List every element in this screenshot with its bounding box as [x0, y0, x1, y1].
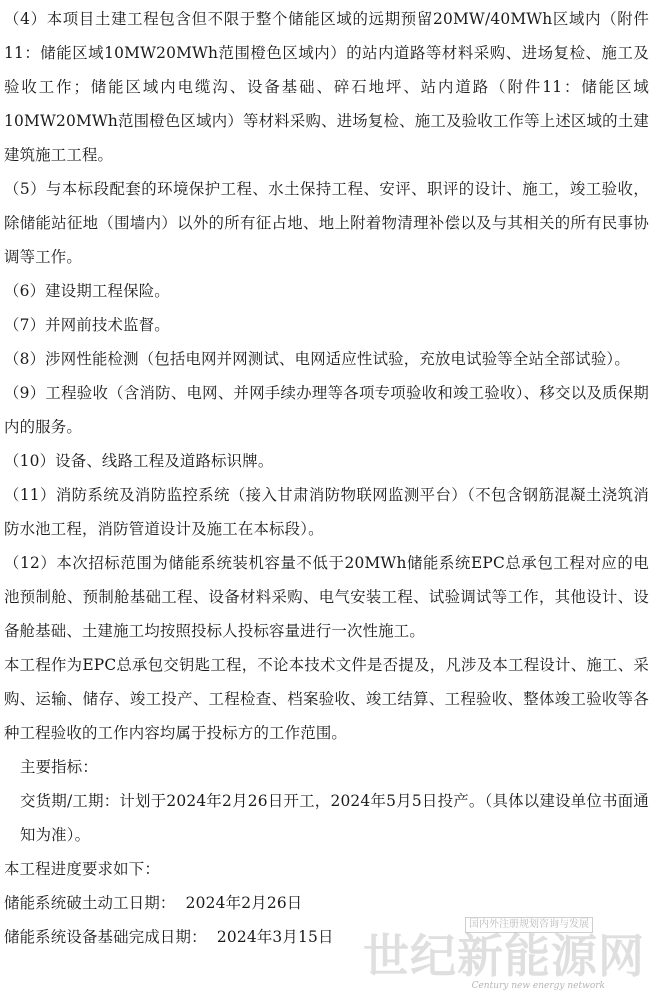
watermark-sub-text: Century new energy network [471, 981, 605, 991]
paragraph-item-11: （11）消防系统及消防监控系统（接入甘肃消防物联网监测平台）（不包含钢筋混凝土浇筑消防水池工程，消防管道设计及施工在本标段）。 [4, 486, 649, 538]
paragraph-groundbreaking-date: 储能系统破土动工日期： 2024年2月26日 [4, 894, 303, 912]
paragraph-progress-heading: 本工程进度要求如下： [4, 860, 160, 878]
paragraph-item-10: （10）设备、线路工程及道路标识牌。 [4, 452, 274, 470]
paragraph-item-7: （7）并网前技术监督。 [4, 316, 170, 334]
paragraph-epc-scope: 本工程作为EPC总承包交钥匙工程，不论本技术文件是否提及，凡涉及本工程设计、施工、采购、运输、储存、竣工投产、工程检查、档案验收、竣工结算、工程验收、整体竣工验收等各种工程验收的工作内容均属于投标方的工作范围。 [4, 656, 649, 742]
paragraph-item-4: （4）本项目土建工程包含但不限于整个储能区域的远期预留20MW/40MWh区域内（附件11：储能区域10MW20MWh范围橙色区域内）的站内道路等材料采购、进场复检、施工及验收工作；储能区域内电缆沟、设备基础、碎石地坪、站内道路（附件11：储能区域10MW20MWh范围橙色区域内）等材料采购、进场复检、施工及验收工作等上述区域的土建建筑施工工程。 [4, 10, 649, 164]
document-body [4, 2, 649, 954]
paragraph-main-indicators: 主要指标： [20, 758, 98, 776]
paragraph-foundation-date: 储能系统设备基础完成日期： 2024年3月15日 [4, 928, 334, 946]
paragraph-item-8: （8）涉网性能检测（包括电网并网测试、电网适应性试验，充放电试验等全站全部试验）。 [4, 350, 630, 368]
watermark-top-text: 国内外注册规划咨询与发展 [465, 917, 593, 933]
paragraph-item-5: （5）与本标段配套的环境保护工程、水土保持工程、安评、职评的设计、施工，竣工验收，除储能站征地（围墙内）以外的所有征占地、地上附着物清理补偿以及与其相关的所有民事协调等工作。 [4, 180, 649, 266]
watermark-main-text: 世纪新能源网 [363, 929, 645, 983]
paragraph-item-6: （6）建设期工程保险。 [4, 282, 170, 300]
paragraph-delivery-schedule: 交货期/工期：计划于2024年2月26日开工，2024年5月5日投产。（具体以建设单位书面通知为准）。 [20, 792, 649, 844]
paragraph-item-9: （9）工程验收（含消防、电网、并网手续办理等各项专项验收和竣工验收）、移交以及质保期内的服务。 [4, 384, 649, 436]
paragraph-item-12: （12）本次招标范围为储能系统装机容量不低于20MWh储能系统EPC总承包工程对应的电池预制舱、预制舱基础工程、设备材料采购、电气安装工程、试验调试等工作，其他设计、设备舱基础、土建施工均按照投标人投标容量进行一次性施工。 [4, 554, 649, 640]
